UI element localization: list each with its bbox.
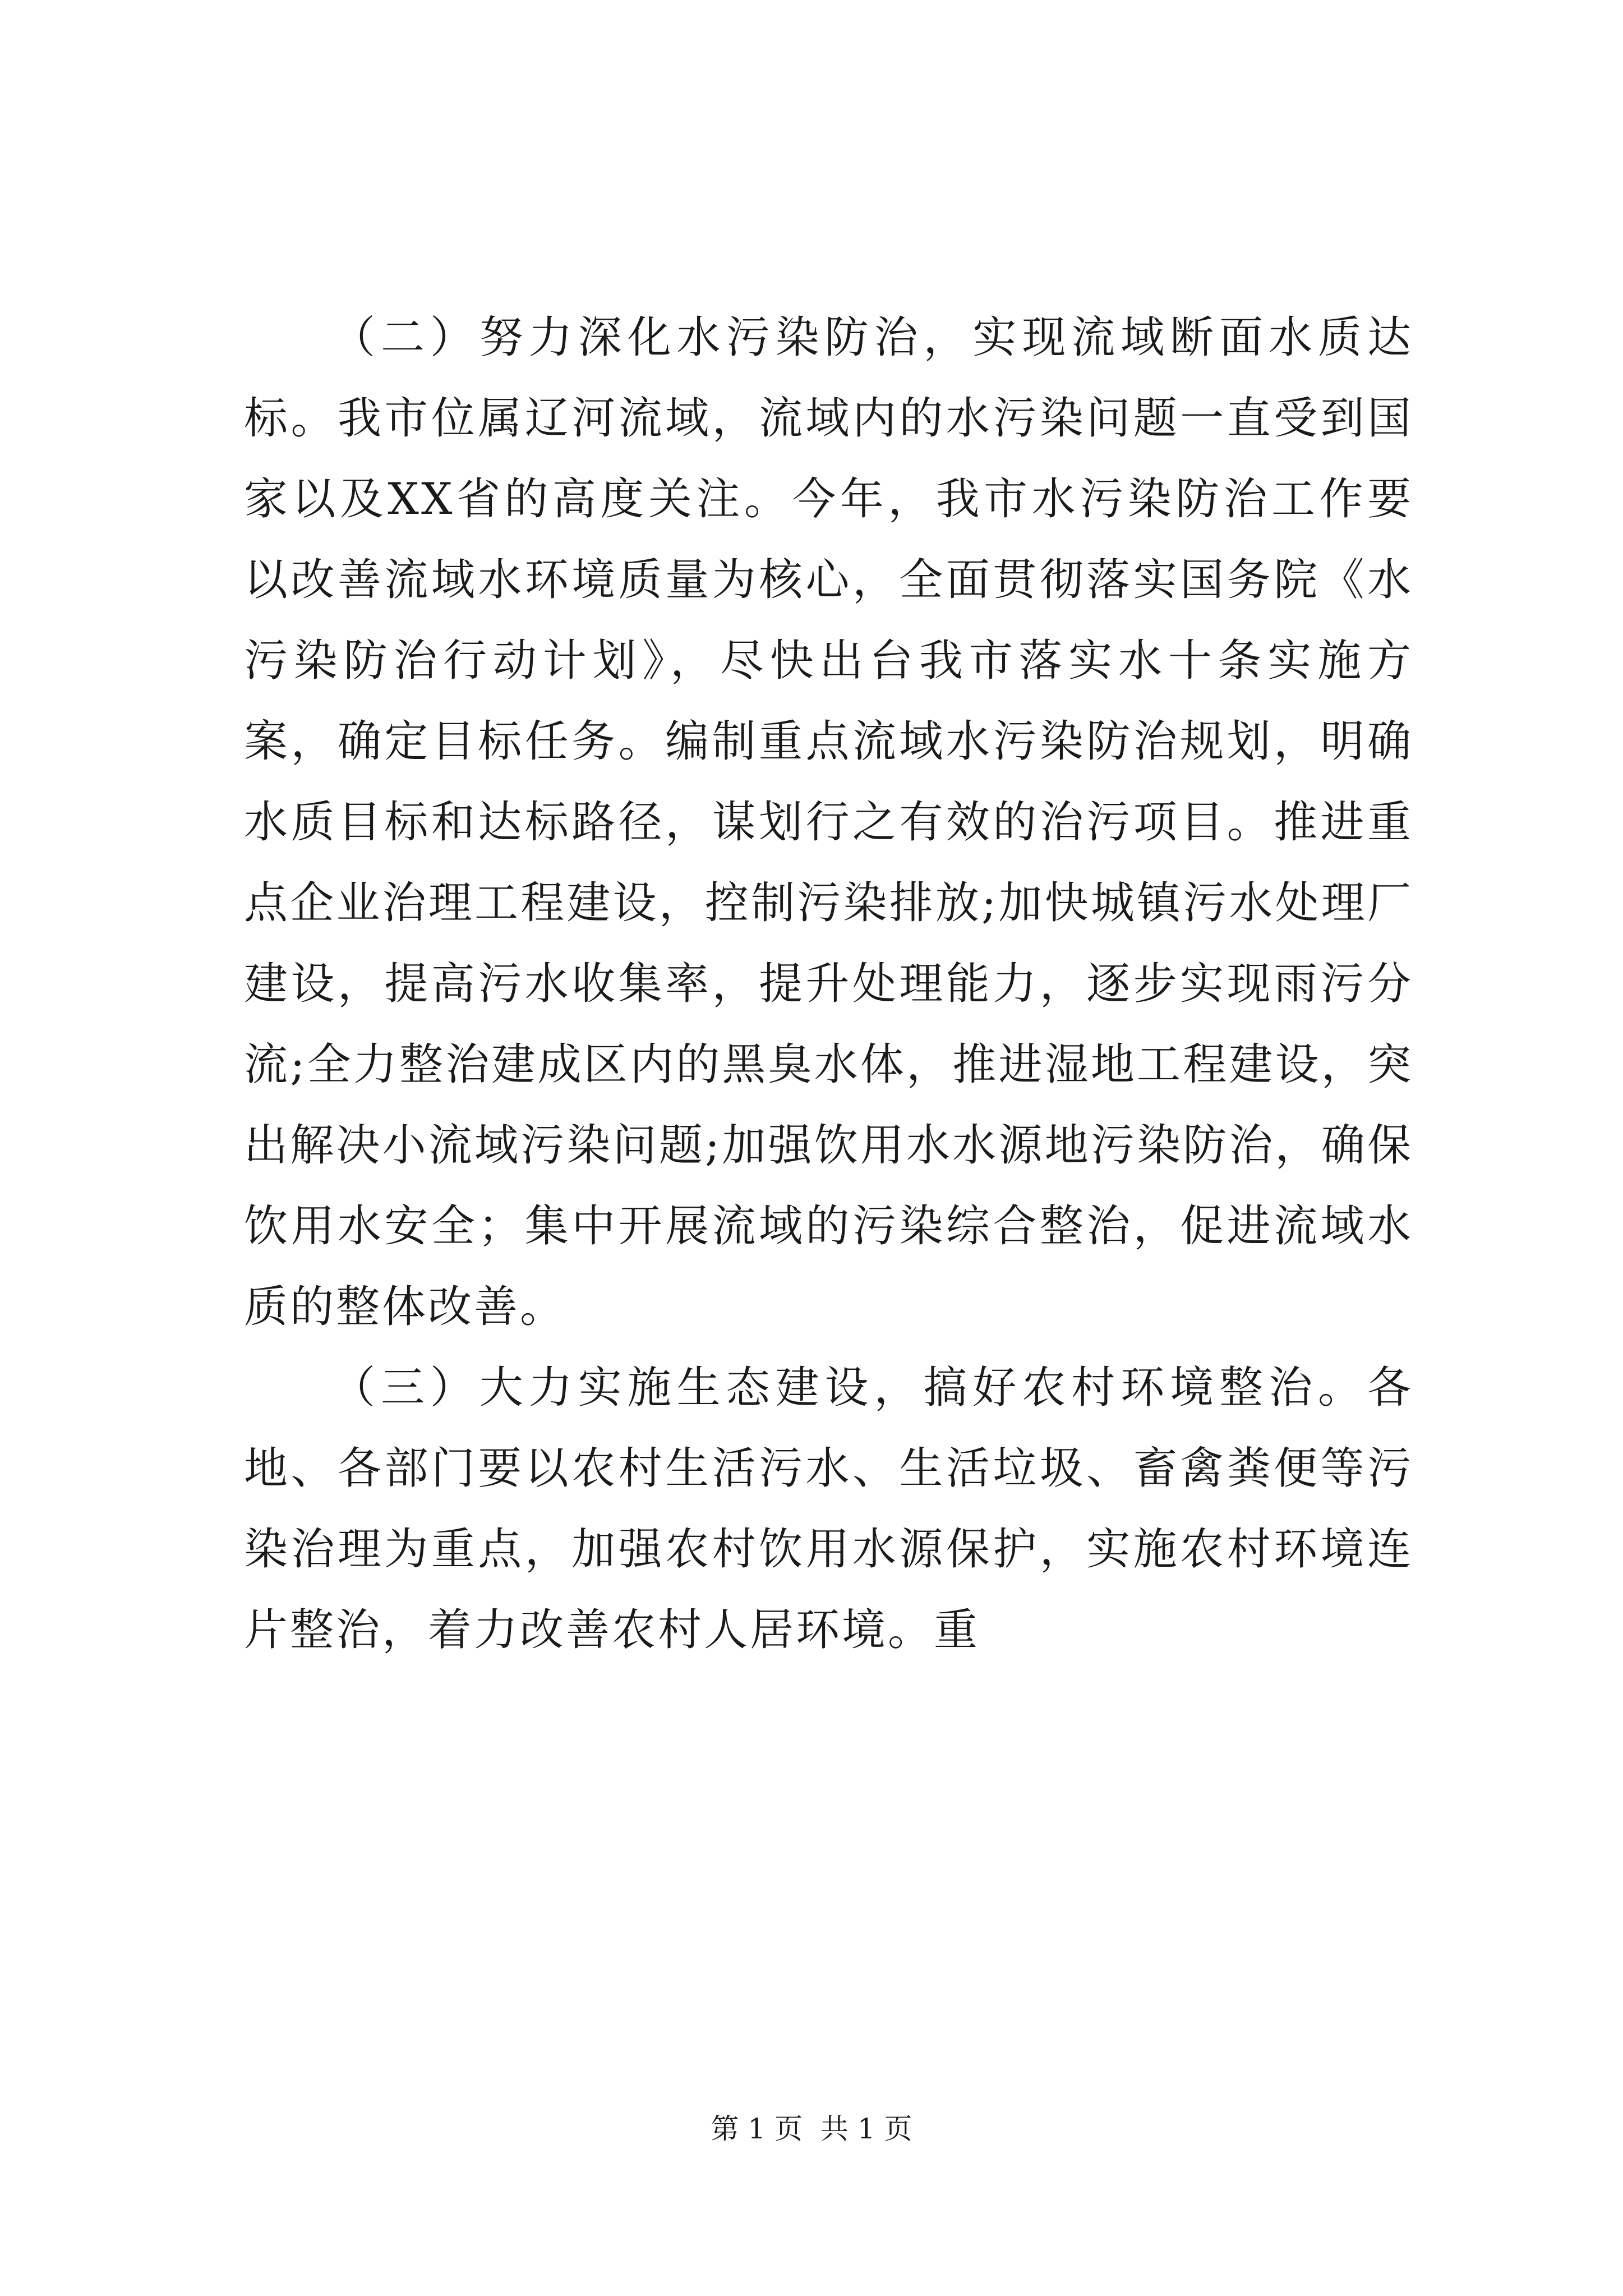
paragraph-ecological-construction: （三）大力实施生态建设，搞好农村环境整治。各地、各部门要以农村生活污水、生活垃圾、畜禽粪便等污染治理为重点，加强农村饮用水源保护，实施农村环境连片整治，着力改善农村人居环境。重 [244, 1363, 1413, 1655]
paragraph-water-pollution: （二）努力深化水污染防治，实现流域断面水质达标。我市位属辽河流域，流域内的水污染问题一直受到国家以及XX省的高度关注。今年，我市水污染防治工作要以改善流域水环境质量为核心，全面贯彻落实国务院《水污染防治行动计划》，尽快出台我市落实水十条实施方案，确定目标任务。编制重点流域水污染防治规划，明确水质目标和达标路径，谋划行之有效的治污项目。推进重点企业治理工程建设，控制污染排放;加快城镇污水处理厂建设，提高污水收集率，提升处理能力，逐步实现雨污分流;全力整治建成区内的黑臭水体，推进湿地工程建设，突出解决小流域污染问题;加强饮用水水源地污染防治，确保饮用水安全；集中开展流域的污染综合整治，促进流域水质的整体改善。 [244, 312, 1413, 1332]
page-footer [0, 2106, 1623, 2147]
document-body [244, 297, 1413, 1671]
page-number-label: 第 1 页 共 1 页 [711, 2113, 912, 2145]
